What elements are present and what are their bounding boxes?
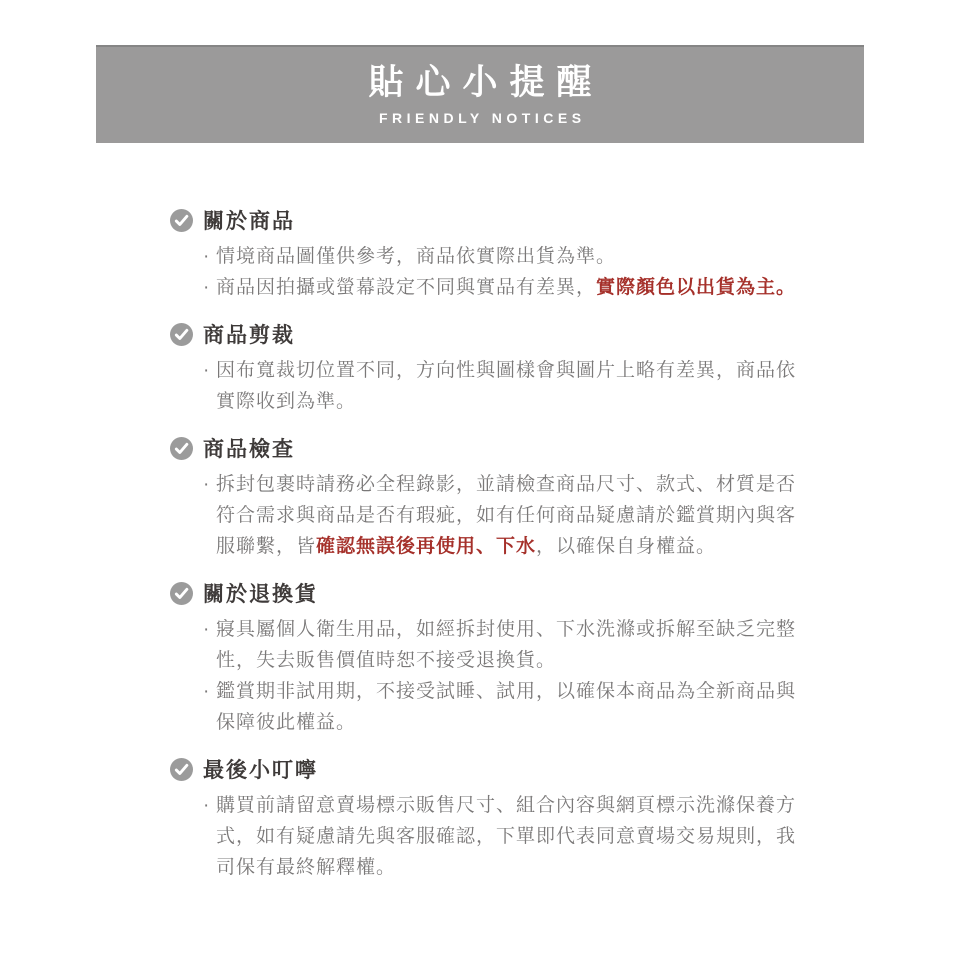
check-circle-icon (170, 582, 193, 605)
section-title: 商品剪裁 (203, 324, 295, 347)
notice-item (203, 272, 864, 303)
text-segment: 寢具屬個人衛生用品，如經拆封使用、下水洗滌或拆解至缺乏完整性，失去販售價值時恕不接受退換貨。 (216, 619, 797, 671)
section-header (170, 435, 864, 461)
text-segment: 因布寬裁切位置不同，方向性與圖樣會與圖片上略有差異，商品依實際收到為準。 (216, 360, 797, 412)
notice-text (216, 469, 812, 562)
section-product-cutting (170, 321, 864, 417)
section-items (170, 241, 864, 303)
section-header (170, 207, 864, 233)
section-final-reminder (170, 756, 864, 883)
check-circle-icon (170, 323, 193, 346)
notice-text (216, 676, 812, 738)
text-segment: ，以確保自身權益。 (536, 536, 717, 557)
notice-text (216, 614, 812, 676)
section-title: 商品檢查 (203, 438, 295, 461)
section-title: 關於退換貨 (203, 583, 318, 606)
section-header (170, 756, 864, 782)
text-segment: 商品因拍攝或螢幕設定不同與實品有差異， (216, 277, 597, 298)
bullet-dot: · (203, 277, 210, 298)
notice-item (203, 355, 864, 417)
section-about-product (170, 207, 864, 303)
text-segment: 鑑賞期非試用期，不接受試睡、試用，以確保本商品為全新商品與保障彼此權益。 (216, 681, 797, 733)
section-items (170, 614, 864, 738)
notice-item (203, 614, 864, 676)
section-title: 最後小叮嚀 (203, 759, 318, 782)
check-circle-icon (170, 437, 193, 460)
section-items (170, 790, 864, 883)
bullet-dot: · (203, 681, 210, 702)
section-header (170, 580, 864, 606)
notice-text (216, 272, 812, 303)
check-circle-icon (170, 209, 193, 232)
section-header (170, 321, 864, 347)
check-circle-icon (170, 758, 193, 781)
notice-item (203, 469, 864, 562)
section-items (170, 469, 864, 562)
notice-text (216, 241, 812, 272)
bullet-dot: · (203, 246, 210, 267)
notice-text (216, 790, 812, 883)
notice-item (203, 790, 864, 883)
section-returns-exchange (170, 580, 864, 738)
text-segment: 情境商品圖僅供參考，商品依實際出貨為準。 (216, 246, 617, 267)
highlight-text: 確認無誤後再使用、下水 (316, 536, 537, 557)
notices-content (96, 207, 864, 883)
bullet-dot: · (203, 619, 210, 640)
notice-item (203, 241, 864, 272)
notice-text (216, 355, 812, 417)
notice-item (203, 676, 864, 738)
section-product-inspection (170, 435, 864, 562)
text-segment: 購買前請留意賣場標示販售尺寸、組合內容與網頁標示洗滌保養方式，如有疑慮請先與客服確認，下單即代表同意賣場交易規則，我司保有最終解釋權。 (216, 795, 797, 878)
bullet-dot: · (203, 360, 210, 381)
page-subtitle: FRIENDLY NOTICES (378, 109, 586, 126)
section-title: 關於商品 (203, 210, 295, 233)
text-segment: 拆封包裹時請務必全程錄影，並請檢查商品尺寸、款式、材質是否符合需求與商品是否有瑕疵，如有任何商品疑慮請於鑑賞期內與客服聯繫，皆 (216, 474, 797, 557)
bullet-dot: · (203, 795, 210, 816)
header-banner (96, 45, 864, 143)
section-items (170, 355, 864, 417)
page-title: 貼心小提醒 (368, 63, 604, 103)
highlight-text: 實際顏色以出貨為主。 (596, 277, 797, 298)
bullet-dot: · (203, 474, 210, 495)
